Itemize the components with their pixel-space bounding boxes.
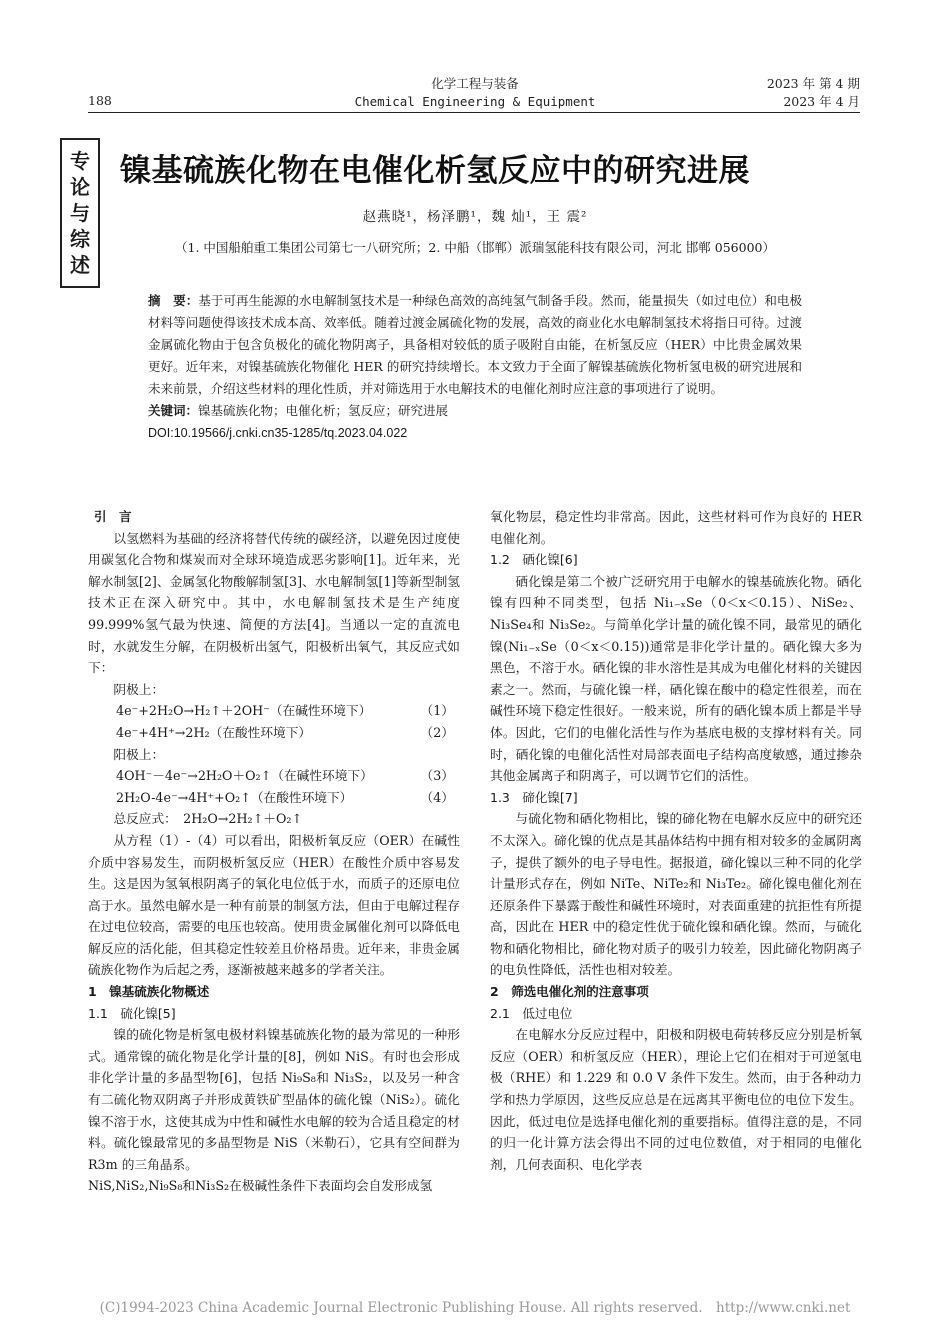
equation-2 — [88, 722, 460, 744]
journal-name-cn: 化学工程与装备 — [431, 76, 519, 91]
paragraph: 以氢燃料为基础的经济将替代传统的碳经济，以避免因过度使用碳氢化合物和煤炭而对全球环境造成恶劣影响[1]。近年来，光解水制氢[2]、金属氢化物酸解制氢[3]、水电解制氢[1]等新型制氢技术正在深入研究中。其中，水电解制氢技术是生产纯度 99.999%氢气最为快速、简便的方法[4]。当通以一定的直流电时，水就发生分解，在阴极析出氢气，阳极析出氧气，其反应式如下： — [88, 530, 460, 676]
abstract-text: 基于可再生能源的水电解制氢技术是一种绿色高效的高纯氢气制备手段。然而，能量损失（如过电位）和电极材料等问题使得该技术成本高、效率低。随着过渡金属硫化物的发展，高效的商业化水电解制氢技术将指日可待。过渡金属硫化物由于包含负极化的硫化物阴离子，具备相对较低的质子吸附自由能，在析氢反应（HER）中比贵金属效果更好。近年来，对镍基硫族化物催化 HER 的研究持续增长。本文致力于全面了解镍基硫族化物析氢电极的研究进展和未来前景，介绍这些材料的理化性质，并对筛选用于水电解技术的电催化剂时应注意的事项进行了说明。 — [148, 293, 802, 396]
section-label-char: 专 — [70, 149, 90, 173]
section-label-char: 综 — [70, 227, 90, 251]
keywords — [148, 400, 802, 422]
journal-name-en: Chemical Engineering & Equipment — [354, 94, 596, 109]
affiliation: （1. 中国船舶重工集团公司第七一八研究所；2. 中船（邯郸）派瑞氢能科技有限公司，河北 邯郸 056000） — [175, 240, 775, 255]
section-2-1-heading: 2.1 低过电位 — [490, 1005, 573, 1021]
equation-text: 4e⁻+4H⁺→2H₂（在酸性环境下） — [116, 724, 312, 740]
equation-number: （2） — [420, 724, 454, 740]
left-column — [88, 506, 460, 1197]
header-rule — [88, 112, 860, 113]
section-label-char: 与 — [70, 201, 90, 225]
paragraph: 从方程（1）-（4）可以看出，阳极析氧反应（OER）在碱性介质中容易发生，而阴极析氢反应（HER）在酸性介质中容易发生。这是因为氢氧根阴离子的氧化电位低于水，而质子的还原电位高于水。虽然电解水是一种有前景的制氢方法，但由于电解过程存在过电位较高，需要的电压也较高。使用贵金属催化剂可以降低电解反应的活化能，但其稳定性较差且价格昂贵。近年来，非贵金属硫族化物作为后起之秀，逐渐被越来越多的学者关注。 — [88, 832, 460, 978]
section-2-heading: 2 筛选电催化剂的注意事项 — [490, 984, 649, 1000]
paragraph: 在电解水分反应过程中，阳极和阴极电荷转移反应分别是析氧反应（OER）和析氢反应（HER），理论上它们在相对于可逆氢电极（RHE）和 1.229 和 0.0 V 条件下发生。然而，由于各种动力学和热力学原因，这些反应总是在远离其平衡电位的电位下发生。因此，低过电位是选择电催化剂的重要指标。值得注意的是，不同的归一化计算方法会得出不同的过电位数值，对于相同的电催化剂，几何表面积、电化学表 — [490, 1027, 862, 1172]
cathode-label: 阴极上： — [113, 681, 165, 697]
section-label-char: 述 — [70, 253, 90, 277]
intro-heading: 引 言 — [94, 509, 132, 524]
anode-label: 阳极上： — [113, 746, 165, 762]
abstract-label: 摘 要： — [148, 293, 199, 308]
section-1-3-heading: 1.3 碲化镍[7] — [490, 789, 578, 805]
equation-4 — [88, 787, 460, 809]
paragraph: 硒化镍是第二个被广泛研究用于电解水的镍基硫族化物。硒化镍有四种不同类型，包括 Ni₁₋ₓSe（0＜x＜0.15）、NiSe₂、Ni₃Se₄和 Ni₃Se₂。与简单化学计量的硫化镍不同，最常见的硒化镍(Ni₁₋ₓSe（0＜x＜0.15))通常是非化学计量的。硒化镍大多为黑色，不溶于水。硒化镍的非水溶性是其成为电催化材料的关键因素之一。然而，与硫化镍一样，硒化镍在酸中的稳定性很差，而在碱性环境下稳定性很好。一般来说，所有的硒化镍本质上都是半导体。因此，它们的电催化活性与作为基底电极的支撑材料有关。同时，硒化镍的电催化活性对局部表面电子结构高度敏感，通过掺杂其他金属离子和阴离子，可以调节它们的活性。 — [490, 573, 862, 784]
equation-text: 4e⁻+2H₂O→H₂↑＋2OH⁻（在碱性环境下） — [116, 703, 372, 719]
issue-number: 2023 年 第 4 期 — [766, 76, 860, 91]
equation-text: 2H₂O-4e⁻→4H⁺+O₂↑（在酸性环境下） — [116, 789, 353, 805]
equation-1 — [88, 700, 460, 722]
right-column — [490, 506, 862, 1175]
total-reaction: 总反应式： 2H₂O→2H₂↑＋O₂↑ — [113, 811, 303, 827]
section-label-char: 论 — [70, 175, 90, 199]
doi: DOI:10.19566/j.cnki.cn35-1285/tq.2023.04.022 — [148, 426, 408, 440]
copyright-footer: (C)1994-2023 China Academic Journal Electronic Publishing House. All rights reserved. http://www.cnki.net — [99, 1300, 851, 1316]
authors: 赵燕晓¹，杨泽鹏¹，魏 灿¹，王 震² — [362, 209, 588, 225]
paragraph: 镍的硫化物是析氢电极材料镍基硫族化物的最为常见的一种形式。通常镍的硫化物是化学计量的[8]，例如 NiS。有时也会形成非化学计量的多晶型物[6]，包括 Ni₉S₈和 Ni₃S₂，以及另一种含有二硫化物双阴离子并形成黄铁矿型晶体的硫化镍（NiS₂）。硫化镍不溶于水，这使其成为中性和碱性水电解的较为合适且稳定的材料。硫化镍最常见的多晶型物是 NiS（米勒石），它具有空间群为 R3m 的三角晶系。 — [88, 1027, 460, 1172]
abstract — [148, 290, 802, 400]
equation-number: （1） — [420, 703, 454, 719]
issue-date: 2023 年 4 月 — [783, 94, 860, 109]
equation-number: （3） — [420, 768, 454, 784]
equation-text: 4OH⁻－4e⁻→2H₂O＋O₂↑（在碱性环境下） — [116, 768, 373, 784]
paragraph: NiS,NiS₂,Ni₉S₈和Ni₃S₂在极碱性条件下表面均会自发形成氢 — [88, 1178, 433, 1194]
paper-title: 镍基硫族化物在电催化析氢反应中的研究进展 — [120, 153, 750, 189]
page-number: 188 — [88, 93, 112, 108]
paragraph: 与硫化物和硒化物相比，镍的碲化物在电解水反应中的研究还不太深入。碲化镍的优点是其晶体结构中拥有相对较多的金属阴离子，提供了额外的电子导电性。据报道，碲化镍以三种不同的化学计量形式存在，例如 NiTe、NiTe₂和 Ni₃Te₂。碲化镍电催化剂在还原条件下暴露于酸性和碱性环境时，对表面重建的抗拒性有所提高，因此在 HER 中的稳定性优于硫化镍和硒化镍。然而，与硫化物和硒化物相比，碲化物对质子的吸引力较差，因此碲化物阴离子的电负性降低，活性也相对较差。 — [490, 811, 862, 978]
section-1-heading: 1 镍基硫族化物概述 — [88, 984, 210, 1000]
keywords-label: 关键词： — [148, 403, 199, 418]
equation-3 — [88, 765, 460, 787]
keywords-text: 镍基硫族化物；电催化析；氢反应；研究进展 — [198, 403, 449, 418]
paragraph: 氧化物层，稳定性均非常高。因此，这些材料可作为良好的 HER 电催化剂。 — [490, 509, 862, 546]
section-1-1-heading: 1.1 硫化镍[5] — [88, 1005, 176, 1021]
equation-number: （4） — [420, 789, 454, 805]
section-1-2-heading: 1.2 硒化镍[6] — [490, 552, 578, 568]
abstract-block — [148, 290, 802, 444]
